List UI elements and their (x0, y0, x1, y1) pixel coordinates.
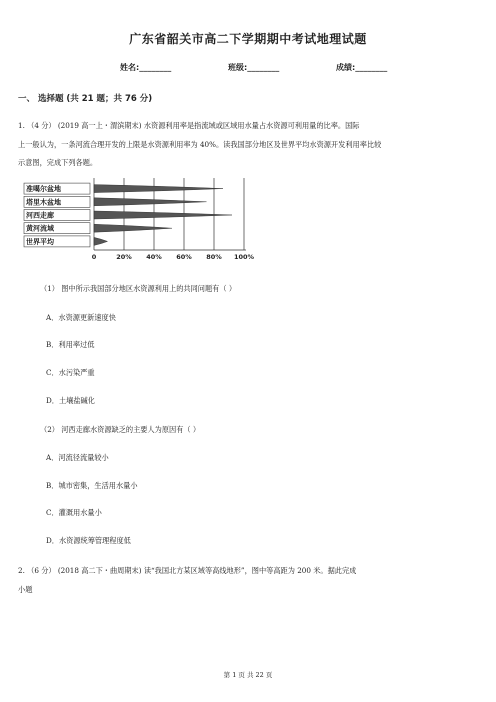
tick-label: 20% (116, 253, 132, 261)
class-field-label: 班级:________ (228, 63, 280, 72)
q1-sub2-stem: （2） 河西走廊水资源缺乏的主要人为原因有（ ） (40, 425, 201, 434)
section-title: 一、 选择题 (共 21 题；共 76 分) (18, 94, 153, 104)
tick-label: 80% (206, 253, 222, 261)
bar-1 (94, 198, 207, 206)
tick-label: 40% (146, 253, 162, 261)
q1-sub2-option-d: D．水资源统筹管理程度低 (46, 536, 131, 545)
category-label: 河西走廊 (26, 211, 54, 220)
q1-sub1-stem: （1） 图中所示我国部分地区水资源利用上的共同问题有（ ） (40, 284, 237, 293)
page-title: 广东省韶关市高二下学期期中考试地理试题 (129, 32, 367, 46)
bar-4 (94, 237, 108, 245)
q1-sub1-option-a: A．水资源更新速度快 (46, 313, 116, 322)
q1-sub2-option-b: B．城市密集，生活用水量小 (46, 481, 138, 490)
category-label: 世界平均 (26, 237, 54, 246)
category-label: 塔里木盆地 (26, 198, 61, 207)
tick-label: 60% (176, 253, 192, 261)
bar-2 (94, 211, 232, 219)
category-label: 黄河流域 (26, 224, 54, 233)
q2-line1: 2. （6 分） (2018 高二下・曲周期末) 读“我国北方某区域等高线地形”，图中等高距为 200 米。据此完成 (18, 566, 357, 575)
q1-sub1-option-b: B．利用率过低 (46, 340, 95, 349)
name-field-label: 姓名:________ (120, 63, 172, 72)
q2-line2: 小题 (18, 585, 33, 594)
q1-sub1-option-c: C．水污染严重 (46, 368, 95, 377)
q1-sub2-option-a: A．河流径流量较小 (46, 453, 109, 462)
bar-3 (94, 224, 172, 232)
q1-sub1-option-d: D．土壤盐碱化 (46, 396, 95, 405)
category-label: 准噶尔盆地 (26, 185, 61, 194)
bar-0 (94, 185, 223, 193)
q1-intro-line2: 上一般认为，一条河流合理开发的上限是水资源利用率为 40%。读我国部分地区及世界平均水资源开发利用率比较 (18, 140, 382, 149)
chart-svg (22, 174, 262, 274)
tick-label: 100% (233, 253, 255, 261)
q1-intro-line1: 1. （4 分） (2019 高一上・渭滨期末) 水资源利用率是指流域或区域用水量占水资源可利用量的比率。国际 (18, 121, 360, 130)
tick-label: 0 (91, 253, 97, 261)
score-field-label: 成绩:________ (336, 63, 388, 72)
q1-intro-line3: 示意图，完成下列各题。 (18, 158, 98, 167)
page-footer: 第 1 页 共 22 页 (223, 671, 273, 679)
q1-sub2-option-c: C．灌溉用水量小 (46, 508, 102, 517)
water-utilization-chart (22, 174, 262, 274)
